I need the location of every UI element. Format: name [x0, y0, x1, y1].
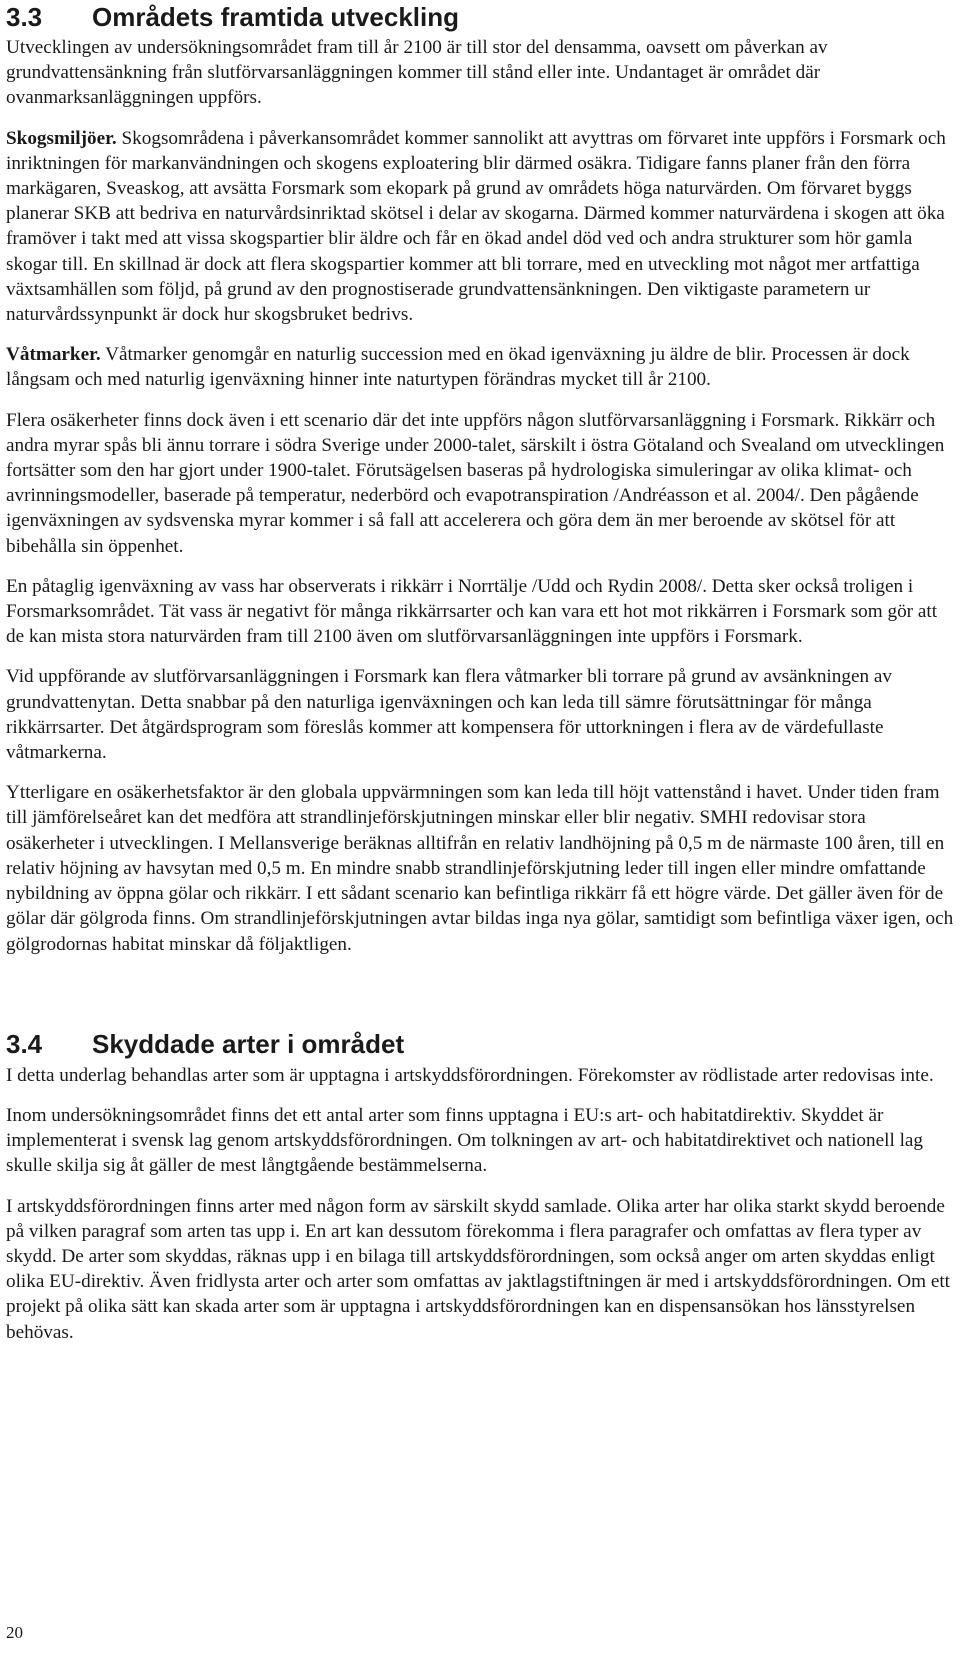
uncertainty-paragraph: Flera osäkerheter finns dock även i ett scenario där det inte uppförs någon slutförvarsanläggning i Forsmark. Rikkärr och andra myrar spås bli ännu torrare i södra Sverige under 2000-talet, särskilt i östra Götaland och Svealand om utvecklingen fortsätter som den har gjort under 1900-talet. Förutsägelsen baseras på hydrologiska simuleringar av olika klimat- och avrinningsmodeller, baserade på temperatur, nederbörd och evapotranspiration /Andréasson et al. 2004/. Den pågående igenväxningen av sydsvenska myrar kommer i så fall att accelerera och göra dem än mer beroende av skötsel för att bibehålla sin öppenhet. — [6, 409, 945, 557]
protected-intro-paragraph: I detta underlag behandlas arter som är upptagna i artskyddsförordningen. Förekomster av rödlistade arter redovisas inte. — [6, 1064, 934, 1086]
section-number: 3.4 — [6, 1028, 43, 1059]
section-number: 3.3 — [6, 2, 43, 32]
sea-level-paragraph: Ytterligare en osäkerhetsfaktor är den globala uppvärmningen som kan leda till höjt vattenstånd i havet. Under tiden fram till jämförelseåret kan det medföra att strandlinjeförskjutningen minskar eller blir negativ. SMHI redovisar stora osäkerheter i utvecklingen. I Mellansverige beräknas alltifrån en relativ landhöjning på 0,5 m de närmaste 100 åren, till en relativ höjning av havsytan med 0,5 m. En mindre snabb strandlinjeförskjutning leder till ingen eller mindre omfattande nybildning av öppna gölar och rikkärr. I ett sådant scenario kan befintliga rikkärr få ett högre värde. Det gäller även för de gölar där gölgroda finns. Om strandlinjeförskjutningen avtar bildas inga nya gölar, samtidigt som befintliga växer igen, och gölgrodornas habitat minskar då följaktligen. — [6, 782, 954, 955]
section-title: Skyddade arter i området — [92, 1028, 405, 1059]
section-title: Områdets framtida utveckling — [92, 2, 459, 32]
section-heading-3-3 — [6, 2, 954, 32]
wetlands-text: Våtmarker genomgår en naturlig succession med en ökad igenväxning ju äldre de blir. Processen är dock långsam och med naturlig igenväxning hinner inte naturtypen förändras mycket till år 2100. — [6, 344, 910, 391]
wetlands-lead: Våtmarker. — [6, 344, 101, 366]
forest-text: Skogsområdena i påverkansområdet kommer sannolikt att avyttras om förvaret inte uppförs i Forsmark och inriktningen för markanvändningen och skogens exploatering blir därmed osäkra. Tidigare fanns planer från den förra markägaren, Sveaskog, att avsätta Forsmark som ekopark på grund av områdets höga naturvärden. Om förvaret byggs planerar SKB att bedriva en naturvårdsinriktad skötsel i delar av skogarna. Därmed kommer naturvärdena i skogen att öka framöver i takt med att vissa skogspartier blir äldre och får en ökad andel död ved och andra strukturer som hör gamla skogar till. En skillnad är dock att flera skogspartier kommer att bli torrare, med en utveckling mot något mer artfattiga växtsamhällen som följd, på grund av den prognostiserade grundvattensänkningen. Den viktigaste parametern ur naturvårdssynpunkt är dock hur skogsbruket bedrivs. — [6, 127, 946, 326]
document-page — [6, 0, 954, 1345]
drawdown-paragraph: Vid uppförande av slutförvarsanläggningen i Forsmark kan flera våtmarker bli torrare på grund av avsänkningen av grundvattenytan. Detta snabbar på den naturliga igenväxningen och kan leda till sämre förutsättningar för många rikkärrsarter. Det åtgärdsprogram som föreslås kommer att kompensera för uttorkningen i flera av de värdefullaste våtmarkerna. — [6, 666, 892, 764]
section-heading-3-4 — [6, 1029, 954, 1059]
reed-paragraph: En påtaglig igenväxning av vass har observerats i rikkärr i Norrtälje /Udd och Rydin 2008/. Detta sker också troligen i Forsmarksområdet. Tät vass är negativt för många rikkärrsarter och kan vara ett hot mot rikkärren i Forsmark som gör att de kan mista stora naturvärden fram till 2100 även om slutförvarsanläggningen inte uppförs i Forsmark. — [6, 575, 938, 648]
wetlands-paragraph — [6, 342, 954, 392]
forest-paragraph — [6, 126, 954, 328]
eu-directive-paragraph: Inom undersökningsområdet finns det ett antal arter som finns upptagna i EU:s art- och habitatdirektiv. Skyddet är implementerat i svensk lag genom artskyddsförordningen. Om tolkningen av art- och habitatdirektivet och nationell lag skulle skilja sig åt gäller de mest långtgående bestämmelserna. — [6, 1104, 924, 1177]
species-protection-paragraph: I artskyddsförordningen finns arter med någon form av särskilt skydd samlade. Olika arter har olika starkt skydd beroende på vilken paragraf som arten tas upp i. En art kan dessutom förekomma i flera paragrafer och omfattas av flera typer av skydd. De arter som skyddas, räknas upp i en bilaga till artskyddsförordningen, som också anger om arten skyddas enligt olika EU-direktiv. Även fridlysta arter och arter som omfattas av jaktlagstiftningen är med i artskyddsförordningen. Om ett projekt på olika sätt kan skada arter som är upptagna i artskyddsförordningen kan en dispensansökan hos länsstyrelsen behövas. — [6, 1195, 950, 1343]
intro-paragraph: Utvecklingen av undersökningsområdet fram till år 2100 är till stor del densamma, oavsett om påverkan av grundvattensänkning från slutförvarsanläggningen kommer till stånd eller inte. Undantaget är området där ovanmarksanläggningen uppförs. — [6, 37, 828, 109]
page-number: 20 — [6, 1623, 23, 1642]
forest-lead: Skogsmiljöer. — [6, 127, 117, 149]
